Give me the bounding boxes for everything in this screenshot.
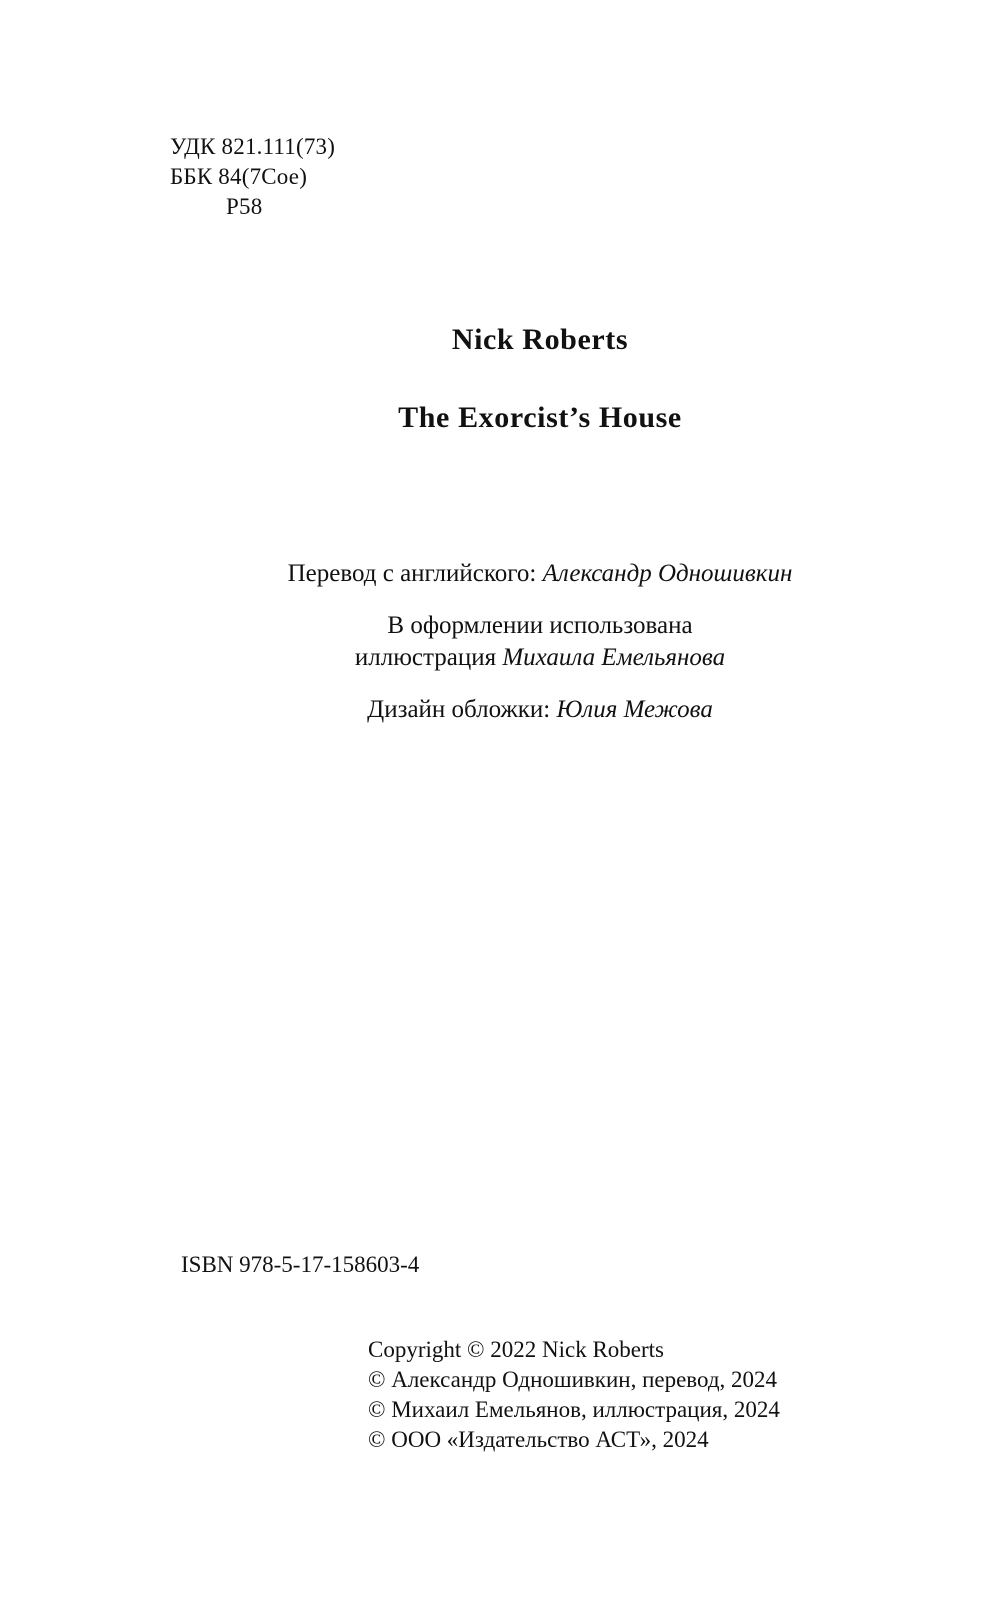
illustration-line: В оформлении использована bbox=[387, 612, 693, 639]
author-mark: Р58 bbox=[226, 194, 263, 219]
translation-credit bbox=[0, 558, 1000, 590]
copyright-line: © Михаил Емельянов, иллюстрация, 2024 bbox=[368, 1397, 780, 1422]
illustration-line-2 bbox=[0, 642, 1000, 674]
illustration-label: иллюстрация bbox=[354, 644, 503, 671]
cover-designer-name: Юлия Межова bbox=[556, 696, 713, 723]
illustration-credit bbox=[0, 610, 1000, 674]
illustrator-name: Михаила Емельянова bbox=[502, 644, 726, 671]
udk-code: УДК 821.111(73) bbox=[170, 134, 336, 159]
classification-codes bbox=[170, 132, 335, 222]
translation-label: Перевод с английского: bbox=[287, 560, 543, 587]
book-title: The Exorcist’s House bbox=[398, 401, 682, 434]
credits bbox=[0, 558, 1000, 746]
cover-credit bbox=[0, 694, 1000, 726]
bbk-code: ББК 84(7Сое) bbox=[170, 164, 308, 189]
copyright-line: © Александр Одношивкин, перевод, 2024 bbox=[368, 1367, 778, 1392]
cover-label: Дизайн обложки: bbox=[367, 696, 557, 723]
author-name: Nick Roberts bbox=[451, 323, 629, 356]
copyright-notices bbox=[368, 1335, 780, 1455]
copyright-line: Copyright © 2022 Nick Roberts bbox=[368, 1337, 665, 1362]
translator-name: Александр Одношивкин bbox=[542, 560, 793, 587]
copyright-line: © ООО «Издательство АСТ», 2024 bbox=[368, 1427, 709, 1452]
isbn: ISBN 978-5-17-158603-4 bbox=[181, 1252, 420, 1277]
